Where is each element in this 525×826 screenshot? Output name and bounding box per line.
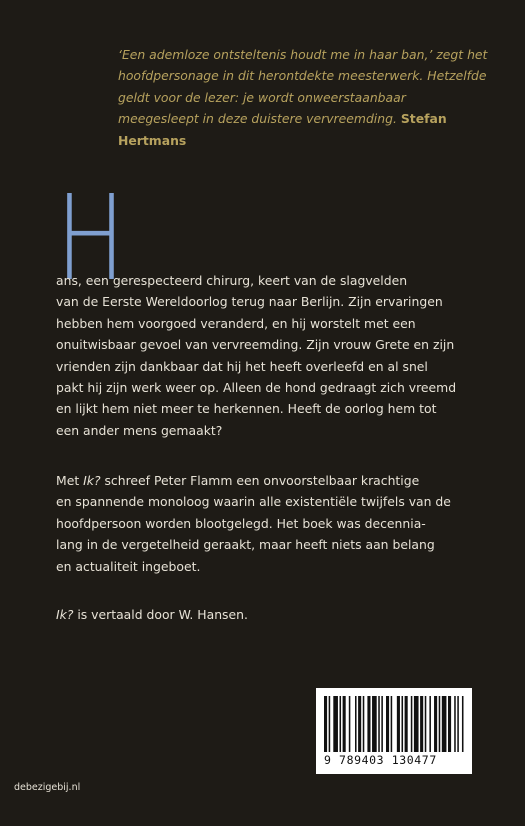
- back-cover-quote: [118, 44, 488, 151]
- synopsis-line-1: ans, een gerespecteerd chirurg, keert van de slagvelden: [56, 273, 408, 288]
- synopsis-line-4: onuitwisbaar gevoel van vervreemding. Zijn vrouw Grete en zijn: [56, 337, 455, 353]
- book-title: Ik?: [83, 473, 101, 488]
- synopsis-line-7: en lijkt hem niet meer te herkennen. Heeft de oorlog hem tot: [56, 401, 437, 417]
- publisher-website: debezigebij.nl: [14, 782, 81, 793]
- synopsis-paragraph: [56, 270, 476, 441]
- quote-author: Stefan Hertmans: [118, 111, 447, 148]
- translator-text: is vertaald door W. Hansen.: [73, 607, 248, 622]
- synopsis-line-5: vrienden zijn dankbaar dat hij het heeft overleefd en al snel: [56, 358, 428, 374]
- book-title: Ik?: [56, 607, 74, 622]
- isbn-number: 9 789403 130477: [324, 753, 437, 767]
- synopsis-line-6: pakt hij zijn werk weer op. Alleen de hond gedraagt zich vreemd: [56, 380, 457, 396]
- barcode-bars: [322, 696, 466, 752]
- author-paragraph: [56, 470, 476, 577]
- quote-text: ‘Een ademloze ontsteltenis houdt me in haar ban,’ zegt het hoofdpersonage in dit herontdekte meesterwerk. Hetzelfde geldt voor de lezer: je wordt onweerstaanbaar meegesleept in deze duistere vervreemding.: [118, 47, 488, 127]
- author-paragraph-line-5: en actualiteit ingeboet.: [56, 558, 201, 574]
- author-paragraph-line-4: lang in de vergetelheid geraakt, maar heeft niets aan belang: [56, 537, 435, 553]
- synopsis-line-3: hebben hem voorgoed veranderd, en hij worstelt met een: [56, 315, 416, 331]
- translator-paragraph: [56, 604, 476, 625]
- author-paragraph-line-2: en spannende monoloog waarin alle existentiële twijfels van de: [56, 494, 451, 510]
- author-paragraph-line-1: schreef Peter Flamm een onvoorstelbaar krachtige: [100, 473, 420, 488]
- synopsis-line-2: van de Eerste Wereldoorlog terug naar Berlijn. Zijn ervaringen: [56, 294, 443, 310]
- isbn-barcode: [316, 688, 472, 774]
- drop-cap-letter: H: [56, 169, 126, 307]
- synopsis-line-8: een ander mens gemaakt?: [56, 422, 223, 438]
- author-paragraph-prefix: Met: [56, 473, 84, 488]
- author-paragraph-line-3: hoofdpersoon worden blootgelegd. Het boek was decennia-: [56, 515, 426, 531]
